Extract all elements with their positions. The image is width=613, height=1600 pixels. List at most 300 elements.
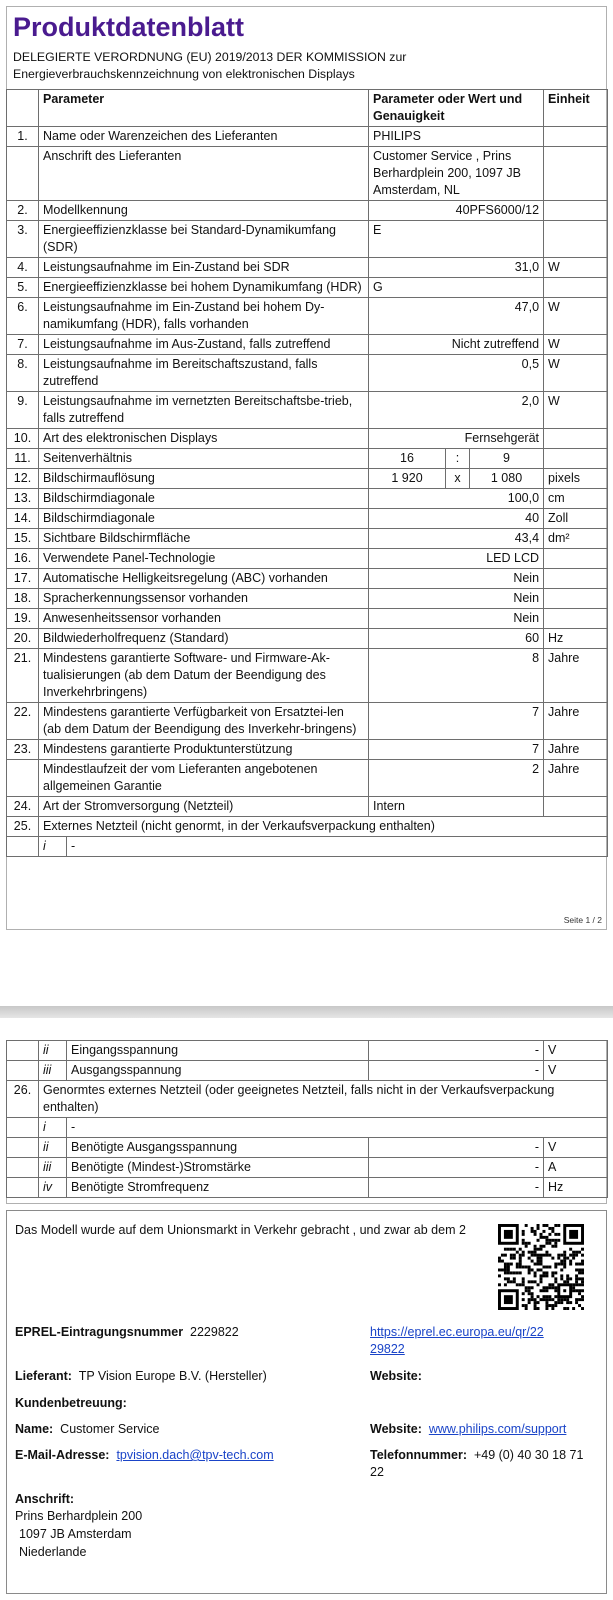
qr-module	[531, 1280, 534, 1283]
qr-module	[575, 1283, 578, 1286]
qr-module	[516, 1266, 519, 1269]
row-label: Mindestens garantierte Produktunterstützung	[39, 740, 369, 760]
row-value: -	[369, 1158, 544, 1178]
row-number: 1.	[7, 127, 39, 147]
row-number: 17.	[7, 569, 39, 589]
qr-module	[507, 1277, 510, 1280]
qr-module	[551, 1257, 554, 1260]
qr-module	[507, 1268, 510, 1271]
name-value: Customer Service	[60, 1422, 160, 1436]
row-value-separator: :	[446, 449, 470, 469]
qr-module	[507, 1280, 510, 1283]
qr-module	[575, 1289, 578, 1292]
row-number: 5.	[7, 278, 39, 298]
qr-module	[551, 1283, 554, 1286]
row-number	[7, 147, 39, 201]
qr-module	[522, 1251, 525, 1254]
qr-module	[560, 1263, 563, 1266]
qr-module	[528, 1286, 531, 1289]
row-unit	[544, 449, 608, 469]
row-value: PHILIPS	[369, 127, 544, 147]
email-label: E-Mail-Adresse:	[15, 1448, 110, 1462]
qr-module	[534, 1233, 537, 1236]
row-label: Benötigte Stromfrequenz	[67, 1178, 369, 1198]
qr-module	[534, 1304, 537, 1307]
qr-module	[560, 1274, 563, 1277]
qr-module	[540, 1245, 543, 1248]
qr-module	[534, 1254, 537, 1257]
row-label: Name oder Warenzeichen des Lieferanten	[39, 127, 369, 147]
row-label: Mindestens garantierte Software- und Firmware-Ak-tualisierungen (ab dem Datum der Beendigung des Inverkehrbringens)	[39, 649, 369, 703]
eprel-label: EPREL-Eintragungsnummer	[15, 1325, 184, 1339]
qr-module	[554, 1301, 557, 1304]
qr-module	[548, 1239, 551, 1242]
row-value: -	[369, 1138, 544, 1158]
row-unit: A	[544, 1158, 608, 1178]
roman-index: iv	[39, 1178, 67, 1198]
phone-value: +49 (0) 40 30 18 71	[473, 1448, 584, 1462]
table-row	[7, 335, 608, 355]
qr-module	[501, 1260, 504, 1263]
qr-module	[542, 1286, 545, 1289]
row-unit	[544, 609, 608, 629]
row-value: Intern	[369, 797, 544, 817]
row-label: Anschrift des Lieferanten	[39, 147, 369, 201]
qr-module	[516, 1271, 519, 1274]
parameter-table	[6, 89, 608, 857]
address-label: Anschrift:	[15, 1492, 75, 1506]
supplier-value: TP Vision Europe B.V. (Hersteller)	[78, 1369, 267, 1383]
table-row	[7, 355, 608, 392]
table-row	[7, 201, 608, 221]
roman-index: ii	[39, 1041, 67, 1061]
qr-module	[560, 1298, 563, 1301]
qr-module	[507, 1266, 510, 1269]
qr-module	[557, 1298, 560, 1301]
qr-module	[575, 1280, 578, 1283]
qr-module	[560, 1268, 563, 1271]
qr-module	[569, 1248, 572, 1251]
qr-module	[563, 1260, 566, 1263]
qr-module	[581, 1260, 584, 1263]
qr-module	[545, 1239, 548, 1242]
row-value: Fernsehgerät	[369, 429, 544, 449]
table-row	[7, 392, 608, 429]
qr-module	[504, 1230, 513, 1239]
qr-module	[545, 1271, 548, 1274]
row-value: Nein	[369, 609, 544, 629]
qr-module	[513, 1271, 516, 1274]
qr-module	[522, 1254, 525, 1257]
qr-module	[545, 1298, 548, 1301]
qr-module	[513, 1257, 516, 1260]
qr-module	[534, 1263, 537, 1266]
address-line: Niederlande	[19, 1545, 87, 1559]
qr-module	[581, 1295, 584, 1298]
qr-module	[566, 1257, 569, 1260]
row-number: 22.	[7, 703, 39, 740]
row-unit	[544, 569, 608, 589]
row-label: Ausgangsspannung	[67, 1061, 369, 1081]
table-row	[7, 703, 608, 740]
qr-module	[540, 1233, 543, 1236]
row-label: Energieeffizienzklasse bei hohem Dynamikumfang (HDR)	[39, 278, 369, 298]
qr-module	[528, 1289, 531, 1292]
qr-module	[557, 1254, 560, 1257]
eprel-link-line[interactable]: https://eprel.ec.europa.eu/qr/22	[370, 1325, 544, 1339]
email-link[interactable]: tpvision.dach@tpv-tech.com	[116, 1448, 274, 1462]
table-row	[7, 127, 608, 147]
qr-module	[560, 1254, 563, 1257]
table-row	[7, 469, 608, 489]
qr-module	[510, 1271, 513, 1274]
qr-module	[534, 1271, 537, 1274]
row-label: Benötigte Ausgangsspannung	[67, 1138, 369, 1158]
qr-module	[504, 1263, 507, 1266]
row-value: 31,0	[369, 258, 544, 278]
qr-module	[548, 1266, 551, 1269]
row-unit: cm	[544, 489, 608, 509]
qr-module	[528, 1301, 531, 1304]
qr-module	[545, 1236, 548, 1239]
row-value-part: 1 080	[470, 469, 544, 489]
row-unit	[544, 221, 608, 258]
row-number: 10.	[7, 429, 39, 449]
row-label: Bildschirmauflösung	[39, 469, 369, 489]
qr-module	[572, 1251, 575, 1254]
row-number	[7, 1118, 39, 1138]
row-number: 11.	[7, 449, 39, 469]
table-row	[7, 817, 608, 837]
row-unit: W	[544, 258, 608, 278]
qr-module	[575, 1268, 578, 1271]
row-number: 25.	[7, 817, 39, 837]
qr-module	[575, 1254, 578, 1257]
row-unit: Hz	[544, 629, 608, 649]
qr-module	[537, 1254, 540, 1257]
qr-module	[516, 1283, 519, 1286]
qr-module	[551, 1245, 554, 1248]
qr-module	[540, 1257, 543, 1260]
qr-module	[545, 1304, 548, 1307]
qr-module	[542, 1271, 545, 1274]
qr-module	[560, 1301, 563, 1304]
row-number: 14.	[7, 509, 39, 529]
qr-module	[534, 1245, 537, 1248]
row-value: 2,0	[369, 392, 544, 429]
row-value: -	[369, 1061, 544, 1081]
qr-module	[504, 1268, 507, 1271]
datasheet-page-1	[6, 6, 607, 930]
qr-module	[498, 1268, 501, 1271]
qr-module	[575, 1277, 578, 1280]
qr-module	[531, 1295, 534, 1298]
qr-module	[528, 1257, 531, 1260]
eprel-number: 2229822	[190, 1325, 239, 1339]
row-label: Verwendete Panel-Technologie	[39, 549, 369, 569]
row-number	[7, 1138, 39, 1158]
qr-module	[545, 1251, 548, 1254]
page-separator	[0, 1006, 613, 1018]
qr-module	[534, 1248, 537, 1251]
datasheet-page-2	[6, 1040, 607, 1204]
qr-module	[498, 1257, 501, 1260]
qr-module	[578, 1289, 581, 1292]
qr-module	[542, 1236, 545, 1239]
row-unit: pixels	[544, 469, 608, 489]
qr-module	[519, 1248, 522, 1251]
qr-module	[519, 1254, 522, 1257]
qr-module	[563, 1254, 566, 1257]
website-link[interactable]: www.philips.com/support	[428, 1422, 567, 1436]
row-unit: W	[544, 298, 608, 335]
row-value: 7	[369, 740, 544, 760]
qr-module	[522, 1298, 525, 1301]
qr-module	[545, 1242, 548, 1245]
table-row	[7, 298, 608, 335]
row-number	[7, 837, 39, 857]
qr-module	[510, 1263, 513, 1266]
row-label: Externes Netzteil (nicht genormt, in der Verkaufsverpackung enthalten)	[39, 817, 608, 837]
row-number: 23.	[7, 740, 39, 760]
qr-module	[516, 1263, 519, 1266]
row-value: LED LCD	[369, 549, 544, 569]
qr-module	[504, 1266, 507, 1269]
qr-module	[498, 1274, 501, 1277]
qr-module	[554, 1242, 557, 1245]
qr-module	[519, 1266, 522, 1269]
qr-module	[545, 1266, 548, 1269]
qr-module	[581, 1271, 584, 1274]
qr-module	[525, 1266, 528, 1269]
table-row	[7, 760, 608, 797]
row-number: 8.	[7, 355, 39, 392]
row-label: Seitenverhältnis	[39, 449, 369, 469]
table-row	[7, 147, 608, 201]
qr-module	[545, 1295, 548, 1298]
qr-module	[513, 1280, 516, 1283]
qr-module	[551, 1286, 554, 1289]
qr-module	[566, 1277, 569, 1280]
qr-module	[504, 1254, 507, 1257]
table-row	[7, 509, 608, 529]
parameter-table-continued	[6, 1040, 608, 1198]
row-number: 18.	[7, 589, 39, 609]
qr-module	[537, 1295, 540, 1298]
qr-module	[557, 1301, 560, 1304]
row-number: 3.	[7, 221, 39, 258]
row-number: 20.	[7, 629, 39, 649]
qr-module	[545, 1224, 548, 1227]
name-label: Name:	[15, 1422, 54, 1436]
row-label: Leistungsaufnahme im Aus-Zustand, falls zutreffend	[39, 335, 369, 355]
qr-module	[578, 1304, 581, 1307]
table-row	[7, 629, 608, 649]
qr-module	[525, 1245, 528, 1248]
qr-module	[554, 1295, 557, 1298]
qr-module	[545, 1274, 548, 1277]
qr-module	[540, 1277, 543, 1280]
row-number: 7.	[7, 335, 39, 355]
page-number: Seite 1 / 2	[563, 915, 602, 925]
qr-module	[578, 1268, 581, 1271]
qr-module	[581, 1289, 584, 1292]
qr-module	[548, 1233, 551, 1236]
sub-row	[7, 1118, 608, 1138]
qr-module	[569, 1277, 572, 1280]
qr-module	[525, 1286, 528, 1289]
table-row	[7, 740, 608, 760]
row-number: 16.	[7, 549, 39, 569]
row-label: Leistungsaufnahme im Ein-Zustand bei hohem Dy-namikumfang (HDR), falls vorhanden	[39, 298, 369, 335]
row-value: 8	[369, 649, 544, 703]
qr-module	[545, 1289, 548, 1292]
qr-module	[522, 1233, 525, 1236]
phone-label: Telefonnummer:	[370, 1448, 467, 1462]
header-value: Parameter oder Wert und Genauigkeit	[369, 90, 544, 127]
table-row	[7, 569, 608, 589]
page-title: Produktdatenblatt	[13, 12, 245, 42]
qr-module	[540, 1260, 543, 1263]
qr-module	[554, 1245, 557, 1248]
qr-module	[548, 1286, 551, 1289]
qr-module	[563, 1263, 566, 1266]
row-value: Nicht zutreffend	[369, 335, 544, 355]
qr-module	[537, 1257, 540, 1260]
qr-module	[522, 1283, 525, 1286]
qr-module	[542, 1274, 545, 1277]
row-label: -	[67, 1118, 608, 1138]
row-value: G	[369, 278, 544, 298]
address-line: Prins Berhardplein 200	[15, 1509, 143, 1523]
qr-module	[554, 1286, 557, 1289]
row-unit: Zoll	[544, 509, 608, 529]
qr-module	[551, 1307, 554, 1310]
table-row	[7, 589, 608, 609]
qr-module	[534, 1274, 537, 1277]
row-unit: V	[544, 1041, 608, 1061]
website2-label: Website:	[370, 1422, 422, 1436]
table-row	[7, 797, 608, 817]
row-unit	[544, 201, 608, 221]
qr-module	[581, 1248, 584, 1251]
qr-module	[578, 1277, 581, 1280]
qr-module	[528, 1280, 531, 1283]
qr-module	[519, 1257, 522, 1260]
qr-module	[516, 1251, 519, 1254]
sub-row	[7, 1158, 608, 1178]
qr-module	[522, 1266, 525, 1269]
customer-care-label: Kundenbetreuung:	[15, 1396, 127, 1410]
qr-module	[531, 1251, 534, 1254]
qr-module	[542, 1254, 545, 1257]
qr-module	[525, 1307, 528, 1310]
qr-module	[563, 1289, 566, 1292]
qr-module	[554, 1277, 557, 1280]
table-row	[7, 278, 608, 298]
qr-module	[560, 1260, 563, 1263]
row-unit: W	[544, 392, 608, 429]
qr-module	[534, 1251, 537, 1254]
qr-code-icon[interactable]	[498, 1224, 584, 1310]
eprel-link[interactable]	[370, 1324, 544, 1358]
eprel-row	[15, 1324, 239, 1341]
row-label: -	[67, 837, 608, 857]
subtitle-line: Energieverbrauchskennzeichnung von elektronischen Displays	[13, 67, 355, 81]
row-number: 2.	[7, 201, 39, 221]
row-unit: W	[544, 335, 608, 355]
table-row	[7, 609, 608, 629]
qr-module	[542, 1295, 545, 1298]
qr-module	[528, 1298, 531, 1301]
qr-module	[566, 1280, 569, 1283]
eprel-link-line[interactable]: 29822	[370, 1342, 405, 1356]
row-value: 0,5	[369, 355, 544, 392]
row-number	[7, 1178, 39, 1198]
qr-module	[540, 1289, 543, 1292]
qr-module	[531, 1292, 534, 1295]
qr-module	[531, 1260, 534, 1263]
table-row	[7, 549, 608, 569]
qr-module	[578, 1263, 581, 1266]
qr-module	[501, 1268, 504, 1271]
qr-module	[522, 1230, 525, 1233]
qr-module	[519, 1260, 522, 1263]
qr-module	[504, 1283, 507, 1286]
qr-module	[542, 1245, 545, 1248]
qr-module	[557, 1263, 560, 1266]
row-value-part: 1 920	[369, 469, 446, 489]
qr-module	[540, 1236, 543, 1239]
qr-module	[531, 1227, 534, 1230]
qr-module	[537, 1307, 540, 1310]
row-number: 4.	[7, 258, 39, 278]
qr-module	[507, 1263, 510, 1266]
qr-module	[534, 1230, 537, 1233]
row-label: Leistungsaufnahme im Ein-Zustand bei SDR	[39, 258, 369, 278]
qr-module	[548, 1295, 551, 1298]
supplier-info-box	[6, 1210, 607, 1594]
table-row	[7, 649, 608, 703]
qr-module	[513, 1277, 516, 1280]
qr-module	[569, 1230, 578, 1239]
header-parameter: Parameter	[39, 90, 369, 127]
qr-module	[540, 1298, 543, 1301]
row-number: 12.	[7, 469, 39, 489]
qr-module	[581, 1263, 584, 1266]
qr-module	[507, 1248, 510, 1251]
row-number	[7, 1061, 39, 1081]
qr-module	[540, 1274, 543, 1277]
row-label: Art des elektronischen Displays	[39, 429, 369, 449]
roman-index: iii	[39, 1158, 67, 1178]
qr-module	[575, 1251, 578, 1254]
phone-row	[370, 1447, 583, 1481]
sub-row	[7, 1061, 608, 1081]
row-value: E	[369, 221, 544, 258]
qr-module	[581, 1283, 584, 1286]
row-unit	[544, 589, 608, 609]
qr-module	[522, 1280, 525, 1283]
qr-module	[548, 1298, 551, 1301]
qr-module	[531, 1298, 534, 1301]
table-row	[7, 221, 608, 258]
qr-module	[551, 1274, 554, 1277]
row-unit: Jahre	[544, 649, 608, 703]
qr-module	[563, 1251, 566, 1254]
row-value: 40	[369, 509, 544, 529]
row-value: 43,4	[369, 529, 544, 549]
